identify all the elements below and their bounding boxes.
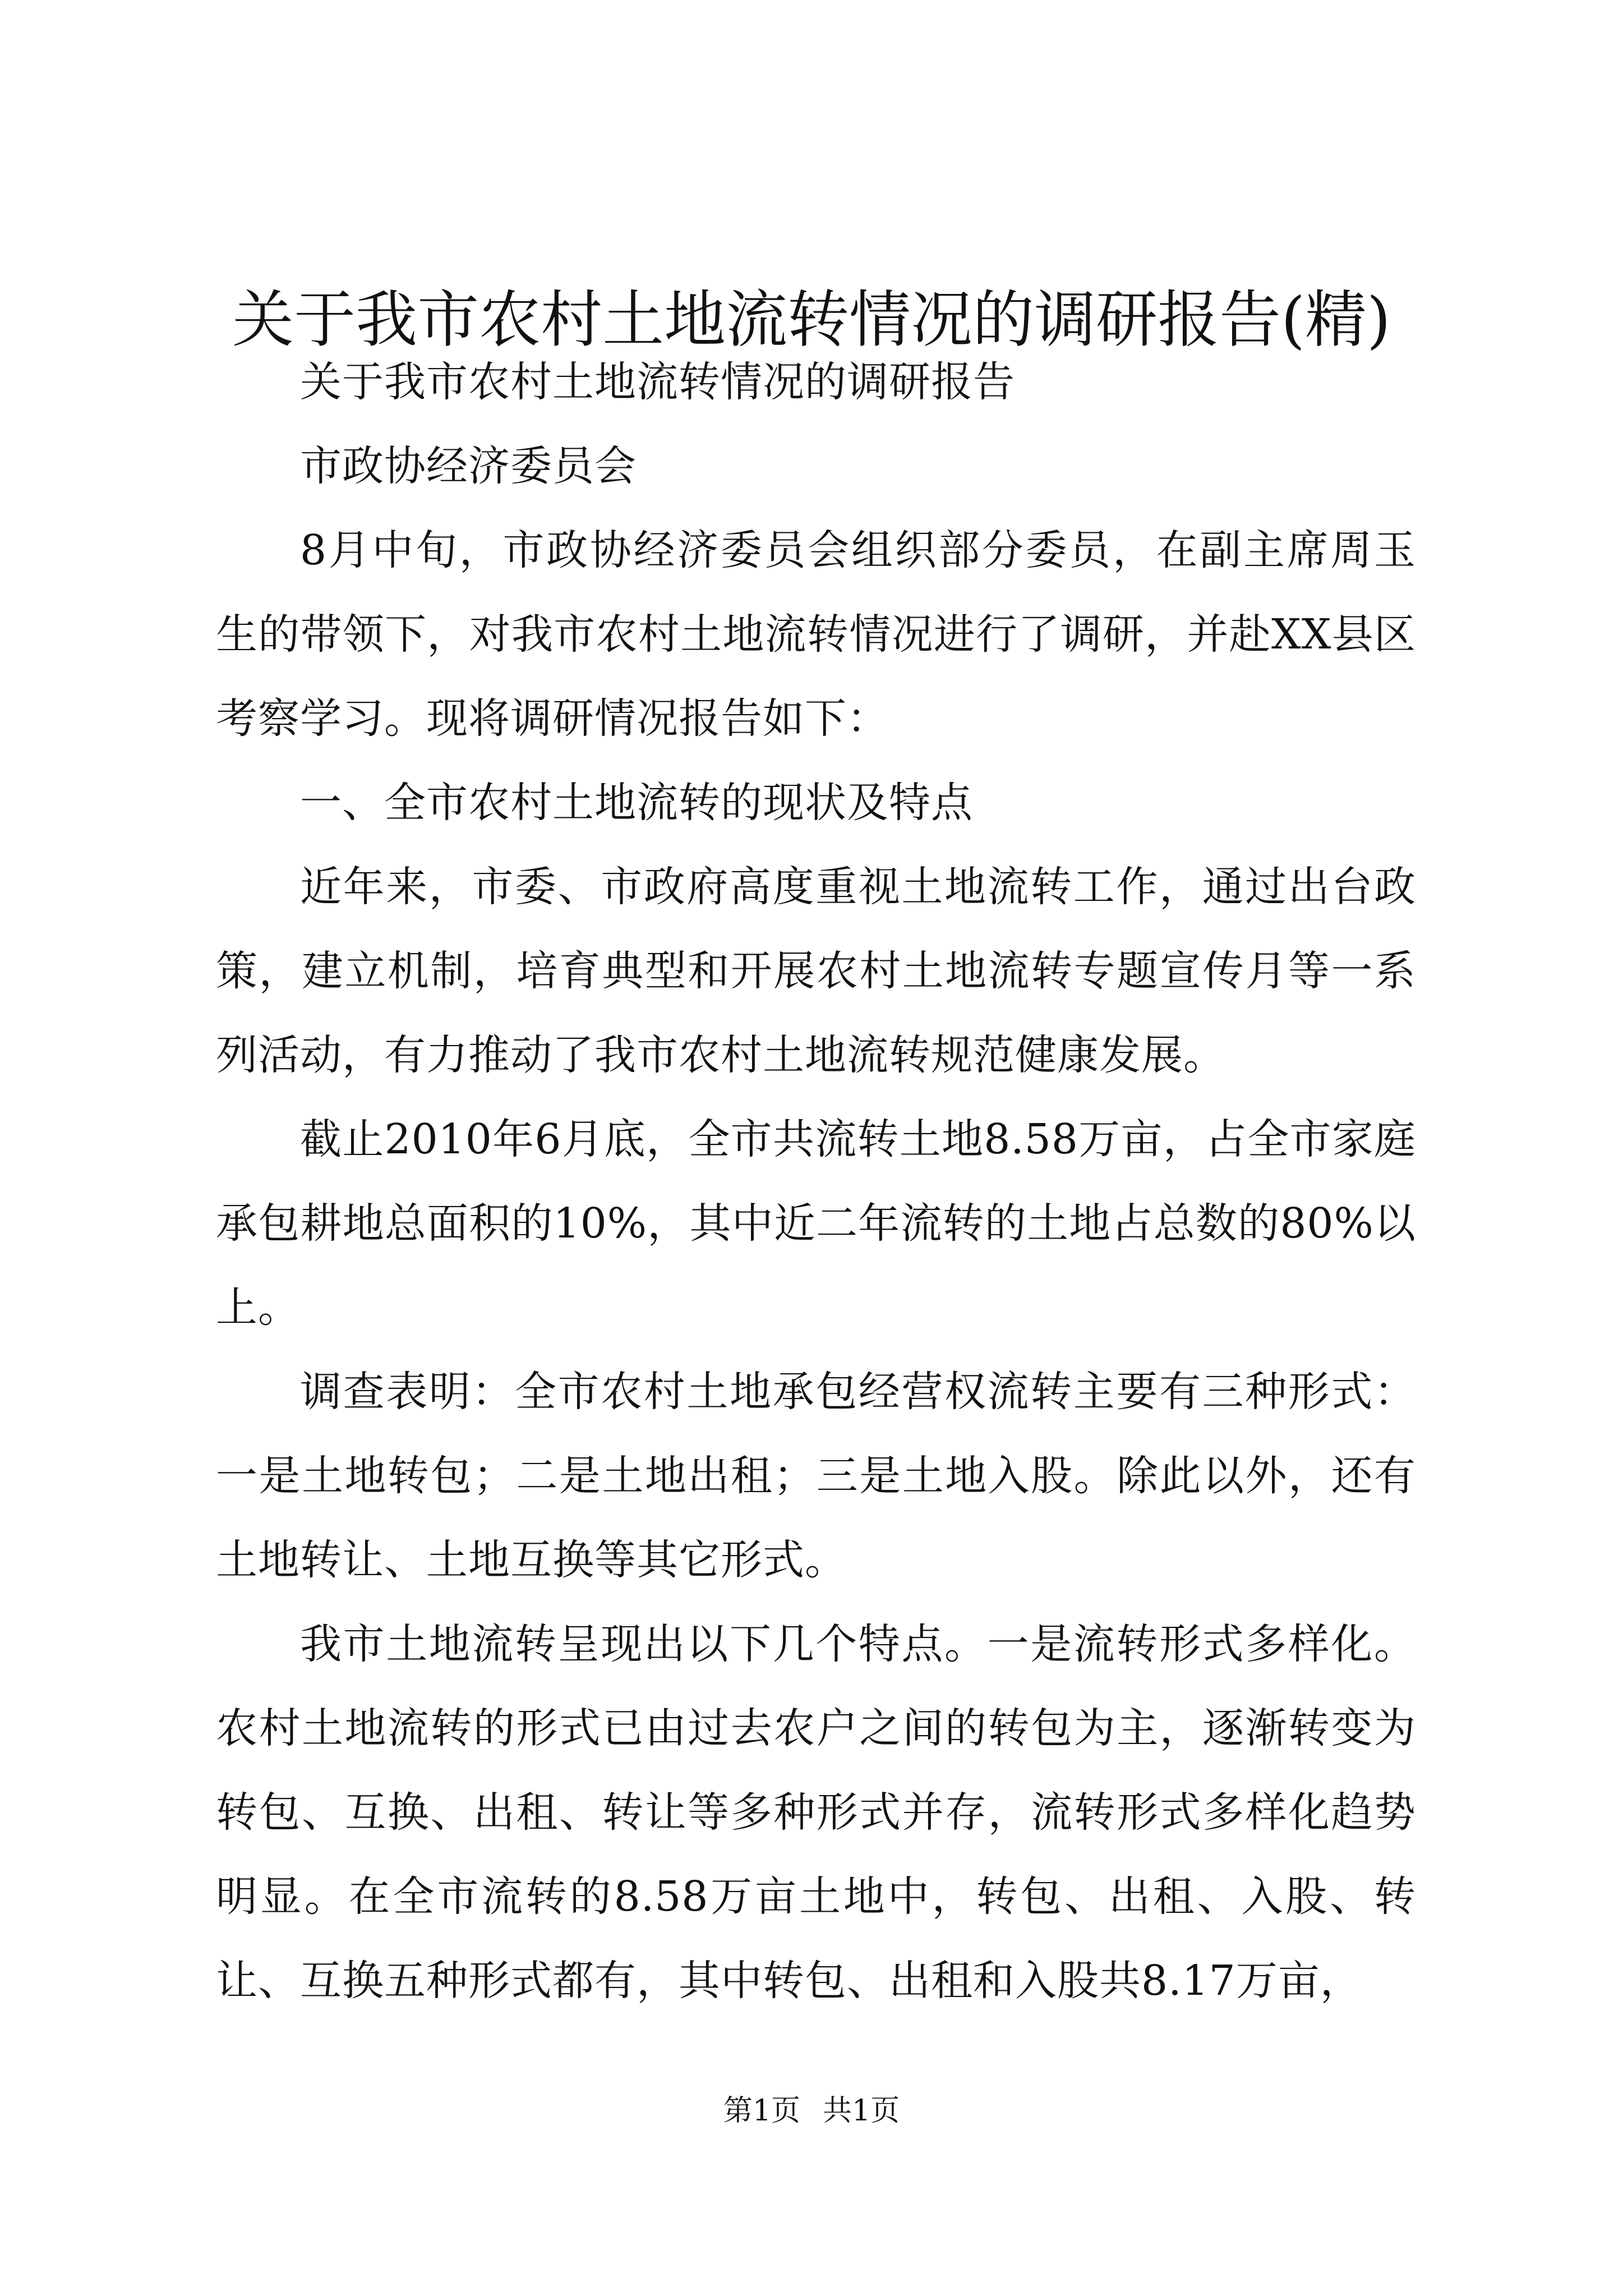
section-heading: 一、全市农村土地流转的现状及特点 bbox=[300, 779, 973, 827]
body-paragraph: 近年来，市委、市政府高度重视土地流转工作，通过出台政策，建立机制，培育典型和开展农村土地流转专题宣传月等一系列活动，有力推动了我市农村土地流转规范健康发展。 bbox=[216, 863, 1416, 1079]
page-footer bbox=[0, 2091, 1623, 2131]
document-title: 关于我市农村土地流转情况的调研报告(精) bbox=[232, 284, 1391, 356]
report-subtitle: 关于我市农村土地流转情况的调研报告 bbox=[300, 358, 1015, 406]
body-paragraph: 调查表明：全市农村土地承包经营权流转主要有三种形式：一是土地转包；二是土地出租；三是土地入股。除此以外，还有土地转让、土地互换等其它形式。 bbox=[216, 1368, 1416, 1584]
body-paragraph: 8月中旬，市政协经济委员会组织部分委员，在副主席周玉生的带领下，对我市农村土地流转情况进行了调研，并赴XX县区考察学习。现将调研情况报告如下： bbox=[216, 526, 1416, 743]
author-line: 市政协经济委员会 bbox=[300, 442, 637, 490]
page-total: 共1页 bbox=[823, 2094, 900, 2128]
page-number: 第1页 bbox=[723, 2094, 800, 2128]
body-paragraph: 截止2010年6月底，全市共流转土地8.58万亩，占全市家庭承包耕地总面积的10%，其中近二年流转的土地占总数的80%以上。 bbox=[216, 1115, 1416, 1332]
body-paragraph: 我市土地流转呈现出以下几个特点。一是流转形式多样化。农村土地流转的形式已由过去农户之间的转包为主，逐渐转变为转包、互换、出租、转让等多种形式并存，流转形式多样化趋势明显。在全市流转的8.58万亩土地中，转包、出租、入股、转让、互换五种形式都有，其中转包、出租和入股共8.17万亩， bbox=[216, 1620, 1416, 2005]
document-body bbox=[216, 340, 1416, 2023]
